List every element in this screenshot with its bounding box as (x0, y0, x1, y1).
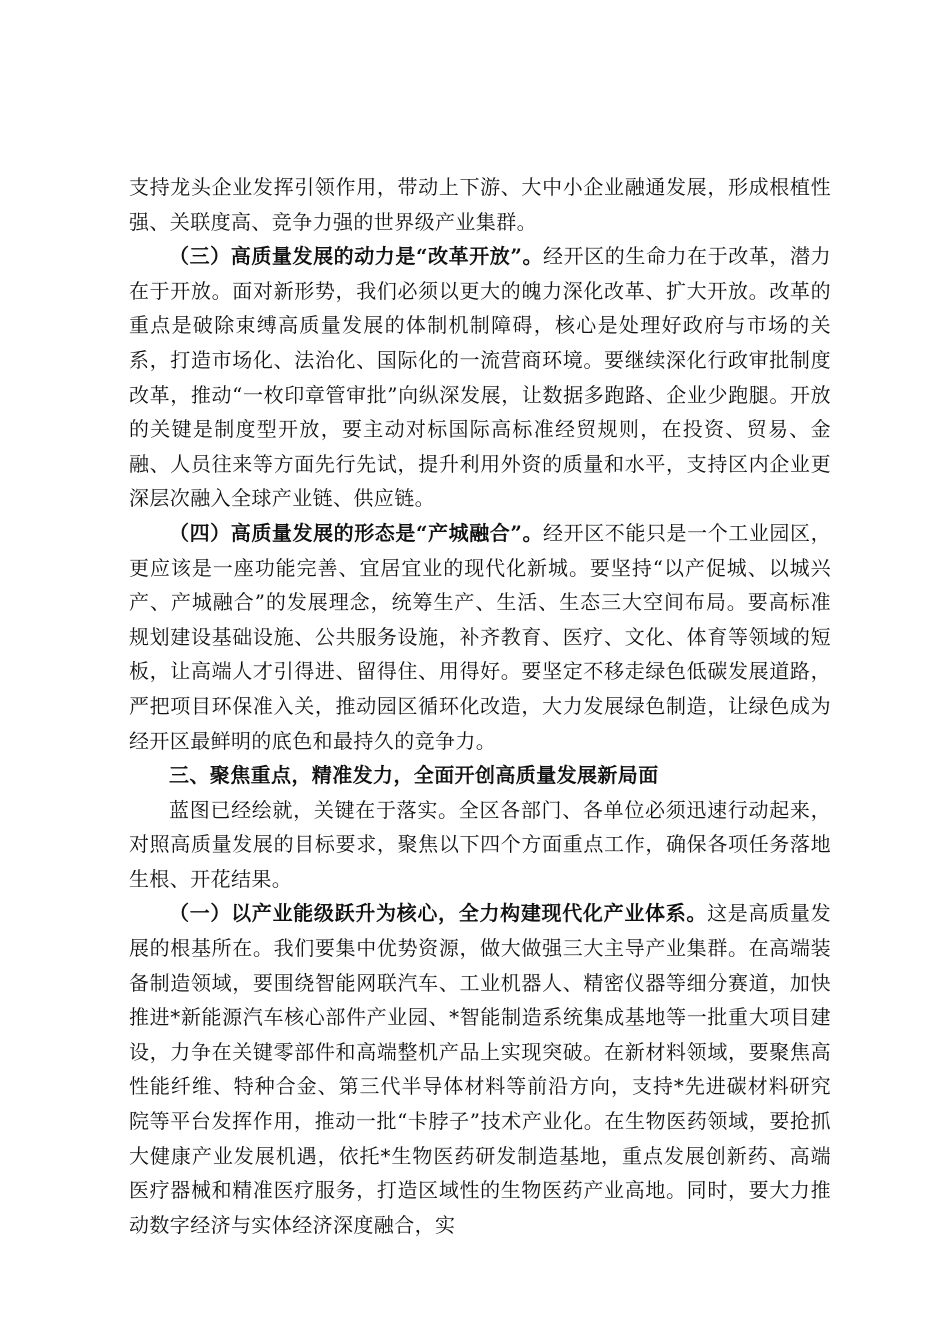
section-heading: 三、聚焦重点，精准发力，全面开创高质量发展新局面 (169, 763, 659, 788)
paragraph-lead: （三）高质量发展的动力是“改革开放”。 (169, 244, 544, 269)
paragraph-reform-opening (129, 239, 831, 516)
paragraph-text: 支持龙头企业发挥引领作用，带动上下游、大中小企业融通发展，形成根植性强、关联度高、竞争力强的世界级产业集群。 (129, 175, 831, 234)
paragraph-lead: （四）高质量发展的形态是“产城融合”。 (169, 520, 544, 545)
paragraph-lead: （一）以产业能级跃升为核心，全力构建现代化产业体系。 (169, 901, 708, 926)
paragraph-blueprint (129, 793, 831, 897)
paragraph-text: 经开区的生命力在于改革，潜力在于开放。面对新形势，我们必须以更大的魄力深化改革、扩大开放。改革的重点是破除束缚高质量发展的体制机制障碍，核心是处理好政府与市场的关系，打造市场化、法治化、国际化的一流营商环境。要继续深化行政审批制度改革，推动“一枚印章管审批”向纵深发展，让数据多跑路、企业少跑腿。开放的关键是制度型开放，要主动对标国际高标准经贸规则，在投资、贸易、金融、人员往来等方面先行先试，提升利用外资的质量和水平，支持区内企业更深层次融入全球产业链、供应链。 (129, 244, 831, 511)
paragraph-text: 这是高质量发展的根基所在。我们要集中优势资源，做大做强三大主导产业集群。在高端装备制造领域，要围绕智能网联汽车、工业机器人、精密仪器等细分赛道，加快推进*新能源汽车核心部件产业园、*智能制造系统集成基地等一批重大项目建设，力争在关键零部件和高端整机产品上实现突破。在新材料领域，要聚焦高性能纤维、特种合金、第三代半导体材料等前沿方向，支持*先进碳材料研究院等平台发挥作用，推动一批“卡脖子”技术产业化。在生物医药领域，要抢抓大健康产业发展机遇，依托*生物医药研发制造基地，重点发展创新药、高端医疗器械和精准医疗服务，打造区域性的生物医药产业高地。同时，要大力推动数字经济与实体经济深度融合，实 (129, 901, 831, 1237)
paragraph-text: 经开区不能只是一个工业园区，更应该是一座功能完善、宜居宜业的现代化新城。要坚持“以产促城、以城兴产、产城融合”的发展理念，统筹生产、生活、生态三大空间布局。要高标准规划建设基础设施、公共服务设施，补齐教育、医疗、文化、体育等领域的短板，让高端人才引得进、留得住、用得好。要坚定不移走绿色低碳发展道路，严把项目环保准入关，推动园区循环化改造，大力发展绿色制造，让绿色成为经开区最鲜明的底色和最持久的竞争力。 (129, 520, 831, 753)
paragraph-text: 蓝图已经绘就，关键在于落实。全区各部门、各单位必须迅速行动起来，对照高质量发展的目标要求，聚焦以下四个方面重点工作，确保各项任务落地生根、开花结果。 (129, 797, 831, 891)
paragraph-city-industry (129, 516, 831, 758)
document-page (129, 170, 831, 1242)
paragraph-continuation (129, 170, 831, 239)
paragraph-industry-system (129, 896, 831, 1242)
